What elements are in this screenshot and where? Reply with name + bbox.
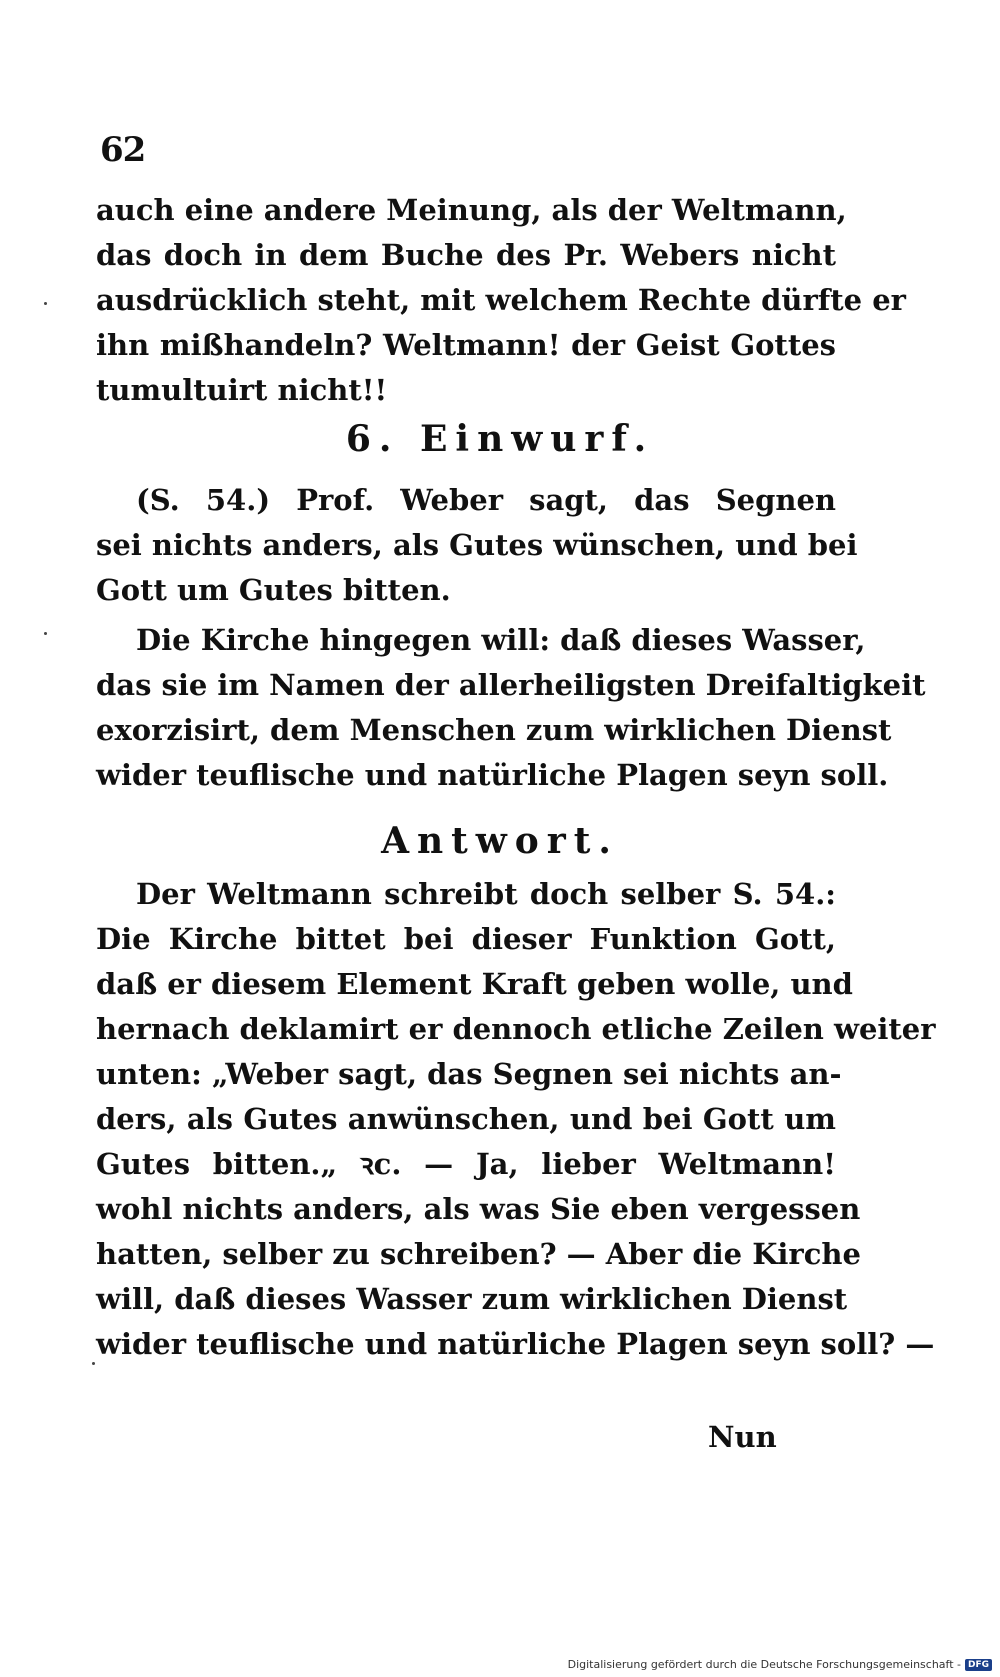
section-heading-answer: Antwort. xyxy=(381,820,619,862)
paragraph-objection xyxy=(96,478,858,613)
paragraph-church xyxy=(96,618,926,798)
text-line: Die Kirche bittet bei dieser Funktion Gott, xyxy=(96,922,836,956)
ink-speck xyxy=(44,302,47,305)
text-line: hernach deklamirt er dennoch etliche Zeilen weiter xyxy=(96,1012,936,1046)
text-line: daß er diesem Element Kraft geben wolle, und xyxy=(96,967,853,1001)
catchword: Nun xyxy=(708,1420,777,1454)
text-line: exorzisirt, dem Menschen zum wirklichen Dienst xyxy=(96,713,892,747)
text-line: (S. 54.) Prof. Weber sagt, das Segnen xyxy=(136,483,836,517)
ink-speck xyxy=(92,1362,95,1365)
text-line: tumultuirt nicht!! xyxy=(96,373,388,407)
text-line: wohl nichts anders, als was Sie eben vergessen xyxy=(96,1192,861,1226)
footer-text: Digitalisierung gefördert durch die Deutsche Forschungsgemeinschaft - xyxy=(567,1658,961,1671)
text-line: unten: „Weber sagt, das Segnen sei nichts an- xyxy=(96,1057,842,1091)
text-line: ihn mißhandeln? Weltmann! der Geist Gottes xyxy=(96,328,836,362)
text-line: ausdrücklich steht, mit welchem Rechte dürfte er xyxy=(96,283,906,317)
text-line: will, daß dieses Wasser zum wirklichen Dienst xyxy=(96,1282,848,1316)
text-line: Gott um Gutes bitten. xyxy=(96,573,451,607)
text-line: Gutes bitten.„ ꝛc. — Ja, lieber Weltmann! xyxy=(96,1147,836,1181)
text-line: wider teuflische und natürliche Plagen seyn soll. xyxy=(96,758,889,792)
text-line: ders, als Gutes anwünschen, und bei Gott um xyxy=(96,1102,836,1136)
text-line: sei nichts anders, als Gutes wünschen, und bei xyxy=(96,528,858,562)
digitization-footer xyxy=(568,1658,992,1671)
text-line: auch eine andere Meinung, als der Weltmann, xyxy=(96,193,847,227)
dfg-logo-icon: DFG xyxy=(965,1659,992,1671)
text-line: Der Weltmann schreibt doch selber S. 54.: xyxy=(136,877,836,911)
text-line: hatten, selber zu schreiben? — Aber die Kirche xyxy=(96,1237,861,1271)
paragraph-answer xyxy=(96,872,936,1367)
text-line: das doch in dem Buche des Pr. Webers nicht xyxy=(96,238,836,272)
paragraph-continuation xyxy=(96,188,906,413)
text-line: Die Kirche hingegen will: daß dieses Wasser, xyxy=(136,623,866,657)
text-line: wider teuflische und natürliche Plagen seyn soll? — xyxy=(96,1327,935,1361)
text-line: das sie im Namen der allerheiligsten Dreifaltigkeit xyxy=(96,668,926,702)
section-heading-objection: 6. Einwurf. xyxy=(345,418,655,460)
ink-speck xyxy=(44,632,47,635)
page-number: 62 xyxy=(100,130,146,170)
